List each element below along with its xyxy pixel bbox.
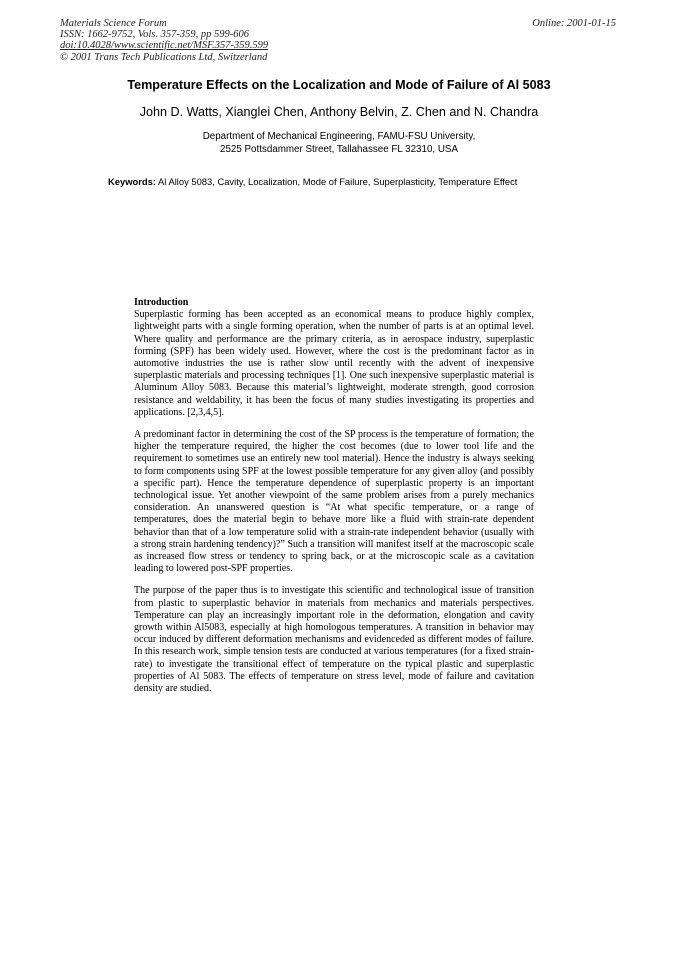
affiliation-department: Department of Mechanical Engineering, FAMU-FSU University, bbox=[202, 131, 476, 142]
publication-info bbox=[60, 18, 268, 63]
introduction-section bbox=[134, 297, 534, 695]
keywords-text: Al Alloy 5083, Cavity, Localization, Mode of Failure, Superplasticity, Temperature Effect bbox=[158, 176, 518, 187]
paper-title: Temperature Effects on the Localization and Mode of Failure of Al 5083 bbox=[127, 78, 551, 92]
section-heading: Introduction bbox=[134, 297, 189, 308]
keywords bbox=[108, 176, 528, 188]
paragraph: The purpose of the paper thus is to investigate this scientific and technological issue of transition from plastic to superplastic behavior in materials from mechanics and materials perspectives. Temperature can play an increasingly important role in the deformation, elongation and cavity growth within Al5083, especially at high homologous temperatures. A transition in behavior may occur induced by different deformation mechanisms and evidenceded as different modes of failure. In this research work, simple tension tests are conducted at various temperatures (for a fixed strain-rate) to investigate the transitional effect of temperature on the typical plastic and superplastic properties of Al 5083. The effects of temperature on stress level, mode of failure and cavitation density are studied. bbox=[134, 585, 534, 695]
journal-name: Materials Science Forum bbox=[60, 18, 167, 29]
doi-link[interactable]: doi:10.4028/www.scientific.net/MSF.357-359.599 bbox=[60, 40, 269, 52]
keywords-label: Keywords: bbox=[108, 176, 156, 187]
paragraph: Superplastic forming has been accepted as an economical means to produce highly complex, lightweight parts with a single forming operation, when the number of parts is at an optimal level. Where quality and performance are the primary criteria, as in aerospace industry, superplastic forming (SPF) has been widely used. However, where the cost is the predominant factor as in automotive industries the use is rather slow until recently with the advent of inexpensive superplastic materials and processing techniques [1]. One such inexpensive superplastic material is Aluminum Alloy 5083. Because this material’s lightweight, moderate strength, good corrosion resistance and weldability, it has been the focus of many studies investigating its properties and applications. [2,3,4,5]. bbox=[134, 309, 534, 418]
online-date: Online: 2001-01-15 bbox=[532, 18, 616, 29]
copyright-line: © 2001 Trans Tech Publications Ltd, Switzerland bbox=[60, 51, 268, 63]
affiliation-address: 2525 Pottsdammer Street, Tallahassee FL 32310, USA bbox=[220, 144, 458, 155]
issn-line: ISSN: 1662-9752, Vols. 357-359, pp 599-606 bbox=[60, 29, 249, 41]
paragraph: A predominant factor in determining the cost of the SP process is the temperature of formation; the higher the temperature required, the higher the cost becomes (due to lower tool life and the requirement to sometimes use an entirely new tool material). Hence the industry is always seeking to form components using SPF at the lowest possible temperature for any given alloy (and possibly a specific part). Hence the temperature dependence of superplastic property is an important technological issue. Yet another viewpoint of the same problem arises from a purely mechanics consideration. An unanswered question is “At what specific temperature, or a range of temperatures, does the material begin to behave more like a fluid with strain-rate dependent behavior than that of a low temperature solid with a strain-rate independent behavior (usually with a strong strain hardening tendency)?” Such a transition will manifest itself at the macroscopic scale as increased flow stress or tendency to spring back, or at the microscopic scale as a cavitation leading to lowered post-SPF properties. bbox=[134, 429, 534, 575]
author-list: John D. Watts, Xianglei Chen, Anthony Belvin, Z. Chen and N. Chandra bbox=[139, 105, 539, 119]
affiliation bbox=[0, 130, 678, 156]
